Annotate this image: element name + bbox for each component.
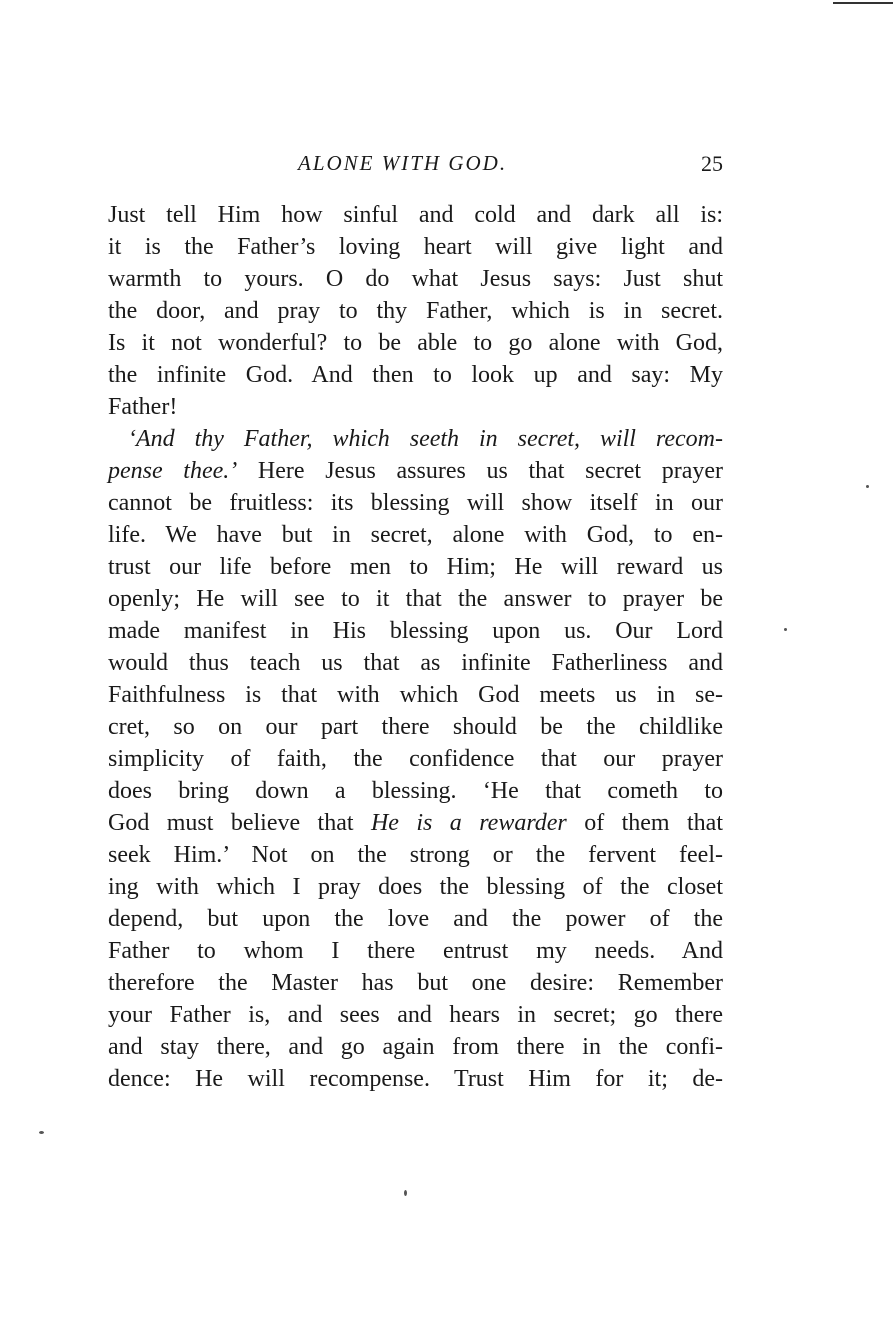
text-line	[108, 455, 723, 487]
text-line	[108, 775, 723, 807]
paper-speck	[39, 1131, 44, 1134]
text-line	[108, 327, 723, 359]
text-line	[108, 199, 723, 231]
paper-speck	[784, 628, 787, 631]
text-segment: depend, but upon the love and the power of the	[108, 906, 723, 932]
text-segment: the door, and pray to thy Father, which is in secret.	[108, 298, 723, 324]
text-segment: life. We have but in secret, alone with God, to en-	[108, 522, 723, 548]
text-segment: of them that	[566, 810, 724, 836]
text-segment: would thus teach us that as infinite Fatherliness and	[108, 650, 723, 676]
text-line	[108, 871, 723, 903]
text-segment: God must believe that	[108, 810, 371, 836]
text-line	[108, 423, 723, 455]
text-segment: the infinite God. And then to look up and say: My	[108, 362, 723, 388]
page-edge-mark	[833, 2, 893, 4]
text-segment: dence: He will recompense. Trust Him for it; de-	[108, 1066, 723, 1092]
text-line	[108, 551, 723, 583]
paper-speck	[866, 485, 869, 488]
text-line	[108, 711, 723, 743]
text-line	[108, 519, 723, 551]
text-line	[108, 391, 723, 423]
text-segment: Is it not wonderful? to be able to go alone with God,	[108, 330, 723, 356]
text-segment: simplicity of faith, the confidence that our prayer	[108, 746, 723, 772]
text-segment: Father to whom I there entrust my needs. And	[108, 938, 723, 964]
body-text	[108, 199, 723, 1095]
text-line	[108, 583, 723, 615]
text-segment: Just tell Him how sinful and cold and dark all is:	[108, 202, 723, 228]
text-line	[108, 839, 723, 871]
text-segment: therefore the Master has but one desire: Remember	[108, 970, 723, 996]
text-line	[108, 263, 723, 295]
text-line	[108, 1031, 723, 1063]
text-segment: warmth to yours. O do what Jesus says: Just shut	[108, 266, 723, 292]
text-line	[108, 647, 723, 679]
page-number: 25	[701, 151, 723, 176]
text-segment: Father!	[108, 394, 178, 420]
text-line	[108, 295, 723, 327]
text-segment: it is the Father’s loving heart will give light and	[108, 234, 723, 260]
text-line	[108, 679, 723, 711]
text-segment: trust our life before men to Him; He will reward us	[108, 554, 723, 580]
text-line	[108, 743, 723, 775]
italic-phrase: ‘And thy Father, which seeth in secret, will recom-	[128, 426, 723, 452]
text-line	[108, 487, 723, 519]
page-header	[108, 151, 723, 187]
text-segment: does bring down a blessing. ‘He that cometh to	[108, 778, 723, 804]
running-head: ALONE WITH GOD.	[298, 151, 508, 175]
text-line	[108, 903, 723, 935]
text-line	[108, 1063, 723, 1095]
text-line	[108, 999, 723, 1031]
text-line	[108, 967, 723, 999]
text-segment: cannot be fruitless: its blessing will show itself in our	[108, 490, 723, 516]
text-line	[108, 615, 723, 647]
text-line	[108, 359, 723, 391]
text-segment: your Father is, and sees and hears in secret; go there	[108, 1002, 723, 1028]
text-segment: seek Him.’ Not on the strong or the fervent feel-	[108, 842, 723, 868]
text-segment: and stay there, and go again from there in the confi-	[108, 1034, 723, 1060]
text-segment: Here Jesus assures us that secret prayer	[237, 458, 723, 484]
text-segment: openly; He will see to it that the answer to prayer be	[108, 586, 723, 612]
text-segment: ing with which I pray does the blessing of the closet	[108, 874, 723, 900]
text-segment: cret, so on our part there should be the childlike	[108, 714, 723, 740]
text-line	[108, 807, 723, 839]
paper-speck	[404, 1190, 407, 1196]
text-line	[108, 231, 723, 263]
italic-phrase: He is a rewarder	[370, 810, 567, 836]
text-segment: Faithfulness is that with which God meets us in se-	[108, 682, 723, 708]
text-line	[108, 935, 723, 967]
text-segment: made manifest in His blessing upon us. Our Lord	[108, 618, 723, 644]
italic-phrase: pense thee.’	[108, 458, 238, 484]
